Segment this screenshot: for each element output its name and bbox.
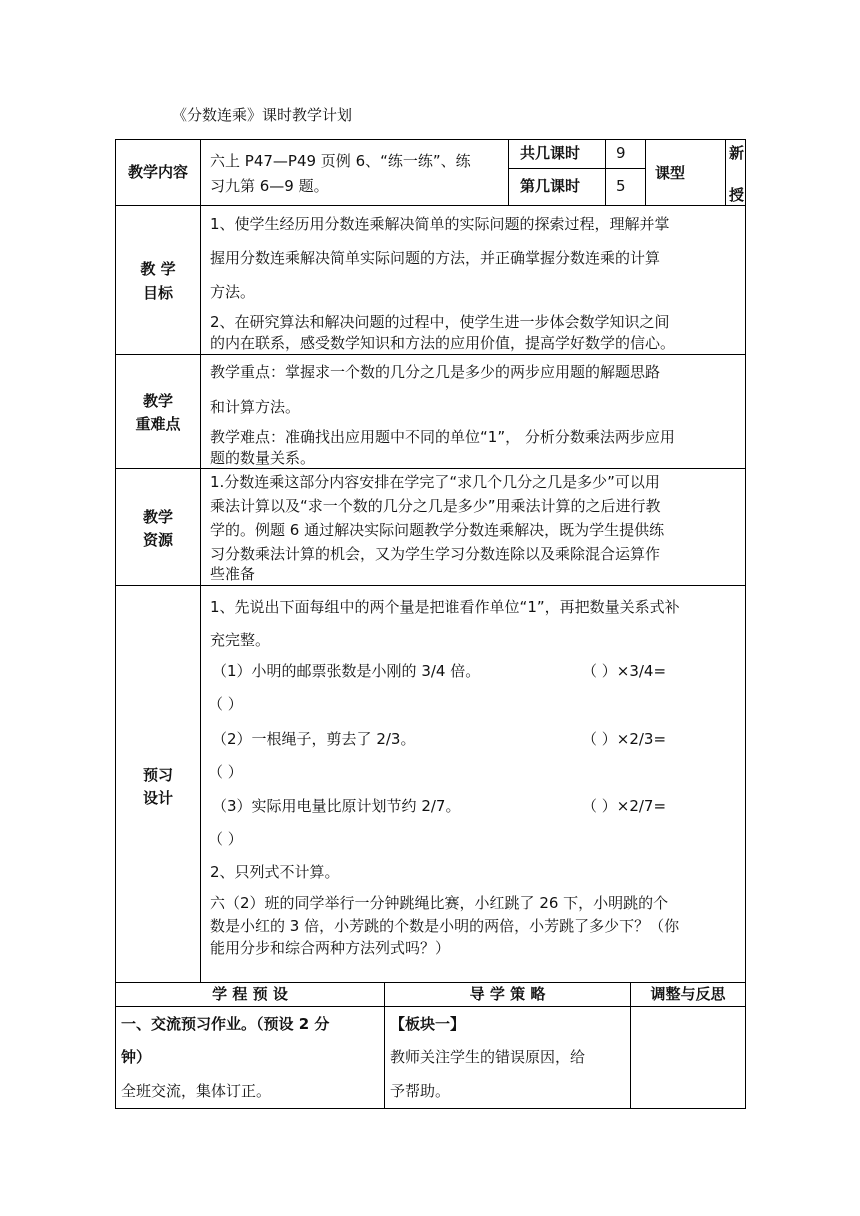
preview-q2-line-3: 能用分步和综合两种方法列式吗？）	[210, 939, 451, 957]
resources-line-3: 学的。例题 6 通过解决实际问题教学分数连乘解决，既为学生提供练	[210, 521, 665, 539]
total-lessons-value: 9	[616, 144, 626, 162]
preview-q2-line-1: 六（2）班的同学举行一分钟跳绳比赛，小红跳了 26 下，小明跳的个	[210, 894, 669, 912]
lesson-type-value-2: 授	[729, 186, 745, 204]
preview-item-3-blank: （ ）	[208, 830, 243, 848]
goals-line-1: 1、使学生经历用分数连乘解决简单的实际问题的探索过程，理解并掌	[210, 215, 670, 233]
preview-item-2-formula: （ ）×2/3=	[582, 730, 667, 748]
goals-label-1: 教 学	[140, 260, 176, 278]
resources-label-2: 资源	[142, 531, 173, 549]
resources-line-5: 些准备	[210, 565, 256, 583]
resources-line-2: 乘法计算以及“求一个数的几分之几是多少”用乘法计算的之后进行教	[210, 497, 661, 515]
resources-label-1: 教学	[142, 508, 173, 526]
lesson-number-label: 第几课时	[520, 177, 581, 195]
resources-line-4: 习分数乘法计算的机会，又为学生学习分数连除以及乘除混合运算作	[210, 545, 661, 563]
lesson-number-value: 5	[616, 177, 626, 195]
preview-item-1-blank: （ ）	[208, 695, 243, 713]
header-guiding-strategy: 导 学 策 略	[469, 985, 546, 1003]
strategy-line-2: 教师关注学生的错误原因，给	[390, 1048, 586, 1066]
header-adjust-reflect: 调整与反思	[650, 985, 726, 1003]
header-learning-process: 学 程 预 设	[212, 985, 288, 1003]
preview-item-1-formula: （ ）×3/4=	[582, 662, 667, 680]
key-line-2: 和计算方法。	[210, 398, 301, 416]
goals-line-4: 2、在研究算法和解决问题的过程中，使学生进一步体会数学知识之间	[210, 313, 670, 331]
goals-label-2: 目标	[142, 284, 173, 302]
goals-line-5: 的内在联系，感受数学知识和方法的应用价值，提高学好数学的信心。	[210, 334, 676, 352]
preview-item-2-text: （2）一根绳子，剪去了 2/3。	[212, 730, 416, 748]
preview-q1-line-2: 充完整。	[210, 631, 271, 649]
preview-item-1-text: （1）小明的邮票张数是小刚的 3/4 倍。	[212, 662, 481, 680]
preview-q1-line-1: 1、先说出下面每组中的两个量是把谁看作单位“1”，再把数量关系式补	[210, 598, 680, 616]
key-label-1: 教学	[142, 392, 173, 410]
preview-label-2: 设计	[142, 789, 173, 807]
total-lessons-label: 共几课时	[520, 144, 581, 162]
process-line-3: 全班交流，集体订正。	[121, 1082, 272, 1100]
preview-q2-line-2: 数是小红的 3 倍，小芳跳的个数是小明的两倍，小芳跳了多少下？（你	[210, 917, 680, 935]
goals-line-3: 方法。	[210, 283, 256, 301]
goals-line-2: 握用分数连乘解决简单实际问题的方法，并正确掌握分数连乘的计算	[210, 249, 661, 267]
lesson-type-label: 课型	[655, 164, 686, 182]
preview-item-3-formula: （ ）×2/7=	[582, 797, 667, 815]
preview-item-2-blank: （ ）	[208, 763, 243, 781]
strategy-line-1: 【板块一】	[390, 1015, 466, 1033]
content-line-2: 习九第 6—9 题。	[210, 177, 329, 195]
key-line-4: 题的数量关系。	[210, 449, 316, 467]
preview-item-3-text: （3）实际用电量比原计划节约 2/7。	[212, 797, 461, 815]
resources-line-1: 1.分数连乘这部分内容安排在学完了“求几个几分之几是多少”可以用	[210, 473, 660, 491]
page-title: 《分数连乘》课时教学计划	[172, 106, 353, 124]
key-line-3: 教学难点：准确找出应用题中不同的单位“1”， 分析分数乘法两步应用	[210, 428, 675, 446]
key-label-2: 重难点	[135, 415, 181, 433]
preview-q2-title: 2、只列式不计算。	[210, 863, 340, 881]
lesson-type-value-1: 新	[729, 144, 745, 162]
process-line-2: 钟）	[121, 1048, 152, 1066]
process-line-1: 一、交流预习作业。（预设 2 分	[121, 1015, 330, 1033]
preview-label-1: 预习	[142, 766, 173, 784]
content-label: 教学内容	[127, 163, 188, 181]
strategy-line-3: 予帮助。	[390, 1082, 451, 1100]
key-line-1: 教学重点：掌握求一个数的几分之几是多少的两步应用题的解题思路	[210, 363, 661, 381]
content-line-1: 六上 P47—P49 页例 6、“练一练”、练	[210, 152, 471, 170]
